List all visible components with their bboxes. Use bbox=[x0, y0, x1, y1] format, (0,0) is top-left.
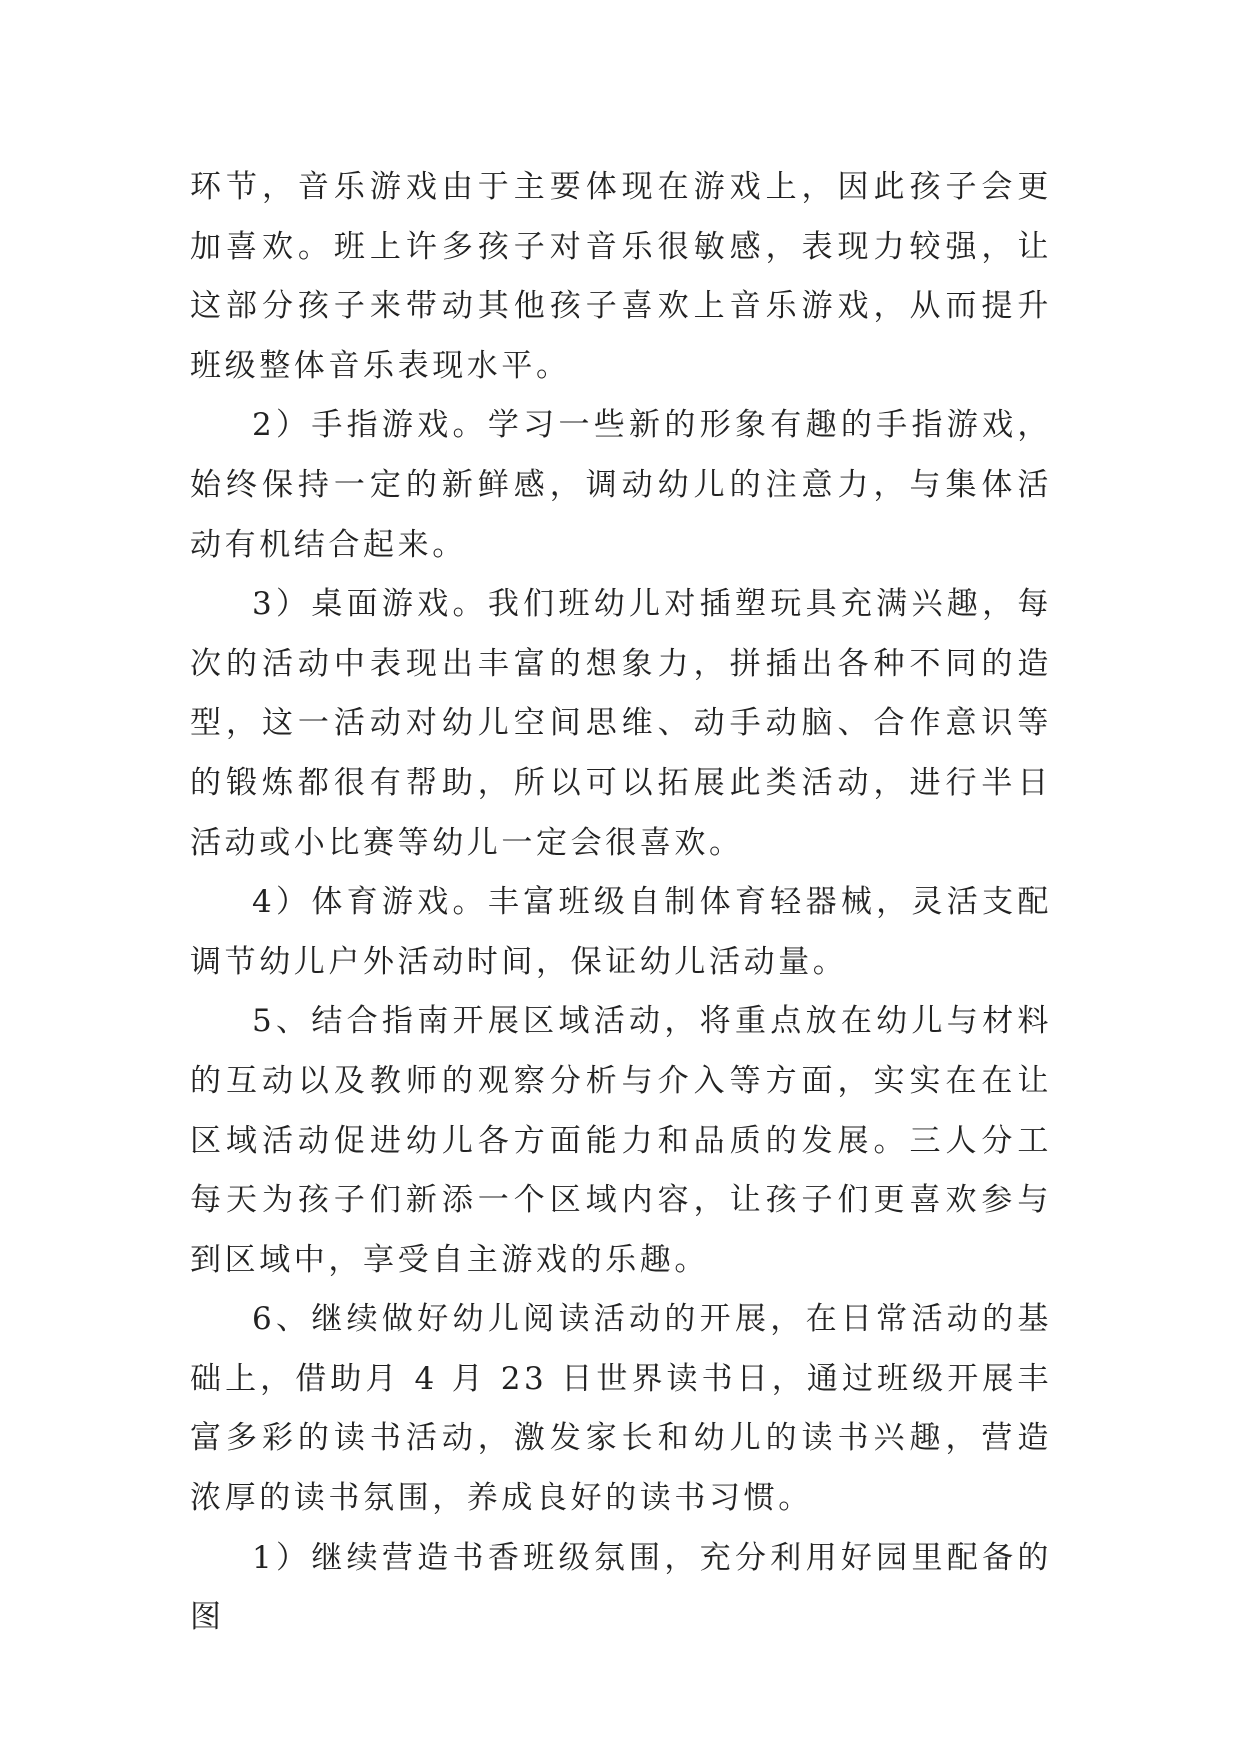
paragraph-reading-activities: 6、继续做好幼儿阅读活动的开展，在日常活动的基础上，借助月 4 月 23 日世界读书日，通过班级开展丰富多彩的读书活动，激发家长和幼儿的读书兴趣，营造浓厚的读书氛围，养成良好的读书习惯。 bbox=[190, 1301, 1052, 1517]
document-body bbox=[190, 158, 1052, 1648]
paragraph-book-atmosphere: 1）继续营造书香班级氛围，充分利用好园里配备的图 bbox=[190, 1539, 1052, 1636]
paragraph-area-activities: 5、结合指南开展区域活动，将重点放在幼儿与材料的互动以及教师的观察分析与介入等方面，实实在在让区域活动促进幼儿各方面能力和品质的发展。三人分工每天为孩子们新添一个区域内容，让孩子们更喜欢参与到区域中，享受自主游戏的乐趣。 bbox=[190, 1003, 1052, 1278]
paragraph-finger-games: 2）手指游戏。学习一些新的形象有趣的手指游戏，始终保持一定的新鲜感，调动幼儿的注意力，与集体活动有机结合起来。 bbox=[190, 407, 1052, 563]
paragraph-sports-games: 4）体育游戏。丰富班级自制体育轻器械，灵活支配调节幼儿户外活动时间，保证幼儿活动量。 bbox=[190, 884, 1052, 980]
paragraph-table-games: 3）桌面游戏。我们班幼儿对插塑玩具充满兴趣，每次的活动中表现出丰富的想象力，拼插出各种不同的造型，这一活动对幼儿空间思维、动手动脑、合作意识等的锻炼都很有帮助，所以可以拓展此类活动，进行半日活动或小比赛等幼儿一定会很喜欢。 bbox=[190, 586, 1052, 861]
paragraph-music-games: 环节，音乐游戏由于主要体现在游戏上，因此孩子会更加喜欢。班上许多孩子对音乐很敏感，表现力较强，让这部分孩子来带动其他孩子喜欢上音乐游戏，从而提升班级整体音乐表现水平。 bbox=[190, 169, 1052, 384]
